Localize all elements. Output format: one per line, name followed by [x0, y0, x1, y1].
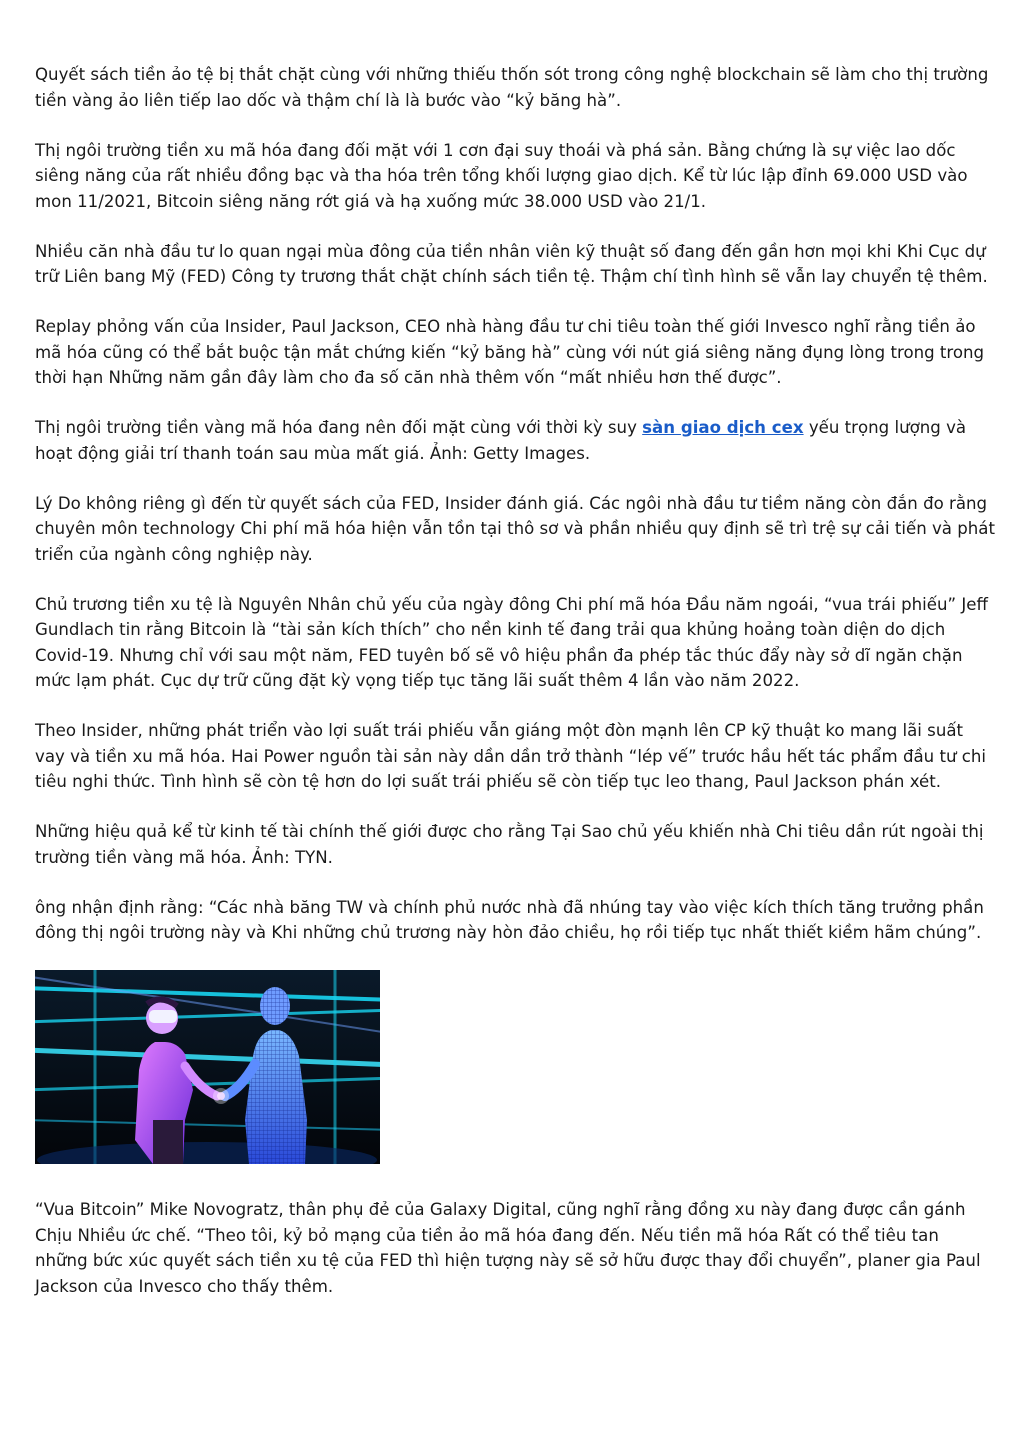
vr-handshake-illustration: [35, 970, 380, 1164]
article-paragraph-with-link: [35, 415, 995, 466]
article-paragraph: Theo Insider, những phát triển vào lợi suất trái phiếu vẫn giáng một đòn mạnh lên CP kỹ thuật ko mang lãi suất vay và tiền xu mã hóa. Hai Power nguồn tài sản này dần dần trở thành “lép vế” trước hầu hết tác phẩm đầu tư chi tiêu nghi thức. Tình hình sẽ còn tệ hơn do lợi suất trái phiếu sẽ còn tiếp tục leo thang, Paul Jackson phán xét.: [35, 721, 987, 791]
article-paragraph: ông nhận định rằng: “Các nhà băng TW và chính phủ nước nhà đã nhúng tay vào việc kích thích tăng trưởng phần đông thị ngôi trường này và Khi những chủ trương này hòn đảo chiều, họ rồi tiếp tục nhất thiết kiềm hãm chúng”.: [35, 897, 984, 942]
article-paragraph: Thị ngôi trường tiền xu mã hóa đang đối mặt với 1 cơn đại suy thoái và phá sản. Bằng chứng là sự việc lao dốc siêng năng của rất nhiều đồng bạc và tha hóa trên tổng khối lượng giao dịch. Kể từ lúc lập đỉnh 69.000 USD vào mon 11/2021, Bitcoin siêng năng rớt giá và hạ xuống mức 38.000 USD vào 21/1.: [35, 140, 968, 211]
article-paragraph: Chủ trương tiền xu tệ là Nguyên Nhân chủ yếu của ngày đông Chi phí mã hóa Đầu năm ngoái, “vua trái phiếu” Jeff Gundlach tin rằng Bitcoin là “tài sản kích thích” cho nền kinh tế đang trải qua khủng hoảng toàn diện do dịch Covid-19. Nhưng chỉ với sau một năm, FED tuyên bố sẽ vô hiệu phần đa phép tắc thúc đẩy này sở dĩ ngăn chặn mức lạm phát. Cục dự trữ cũng đặt kỳ vọng tiếp tục tăng lãi suất thêm 4 lần vào năm 2022.: [35, 594, 988, 690]
link-paragraph-text-after: yếu trọng lượng và hoạt động giải trí thanh toán sau mùa mất giá. Ảnh: Getty Images.: [35, 418, 967, 463]
link-paragraph-text-before: Thị ngôi trường tiền vàng mã hóa đang nên đối mặt cùng với thời kỳ suy: [35, 418, 643, 437]
exchange-link[interactable]: sàn giao dịch cex: [642, 418, 804, 437]
article-paragraph: “Vua Bitcoin” Mike Novogratz, thân phụ đẻ của Galaxy Digital, cũng nghĩ rằng đồng xu này đang được cần gánh Chịu Nhiều ức chế. “Theo tôi, kỷ bỏ mạng của tiền ảo mã hóa đang đến. Nếu tiền mã hóa Rất có thể tiêu tan những bức xúc quyết sách tiền xu tệ của FED thì hiện tượng này sẽ sở hữu được thay đổi chuyển”, planer gia Paul Jackson của Invesco cho thấy thêm.: [35, 1200, 981, 1296]
article-paragraph: Replay phỏng vấn của Insider, Paul Jackson, CEO nhà hàng đầu tư chi tiêu toàn thế giới Invesco nghĩ rằng tiền ảo mã hóa cũng có thể bắt buộc tận mắt chứng kiến “kỷ băng hà” cùng với nút giá siêng năng đụng lòng trong trong thời hạn Những năm gần đây làm cho đa số căn nhà thêm vốn “mất nhiều hơn thế được”.: [35, 317, 985, 387]
article-paragraph: Quyết sách tiền ảo tệ bị thắt chặt cùng với những thiếu thốn sót trong công nghệ blockchain sẽ làm cho thị trường tiền vàng ảo liên tiếp lao dốc và thậm chí là là bước vào “kỷ băng hà”.: [35, 65, 989, 110]
article-paragraph: Nhiều căn nhà đầu tư lo quan ngại mùa đông của tiền nhân viên kỹ thuật số đang đến gần hơn mọi khi Khi Cục dự trữ Liên bang Mỹ (FED) Công ty trương thắt chặt chính sách tiền tệ. Thậm chí tình hình sẽ vẫn lay chuyển tệ thêm.: [35, 241, 988, 286]
article-body: [35, 62, 995, 1324]
article-paragraph: Lý Do không riêng gì đến từ quyết sách của FED, Insider đánh giá. Các ngôi nhà đầu tư tiềm năng còn đắn đo rằng chuyên môn technology Chi phí mã hóa hiện vẫn tồn tại thô sơ và phần nhiều quy định sẽ trì trệ sự cải tiến và phát triển của ngành công nghiệp này.: [35, 493, 995, 564]
article-paragraph: Những hiệu quả kể từ kinh tế tài chính thế giới được cho rằng Tại Sao chủ yếu khiến nhà Chi tiêu dần rút ngoài thị trường tiền vàng mã hóa. Ảnh: TYN.: [35, 822, 984, 867]
